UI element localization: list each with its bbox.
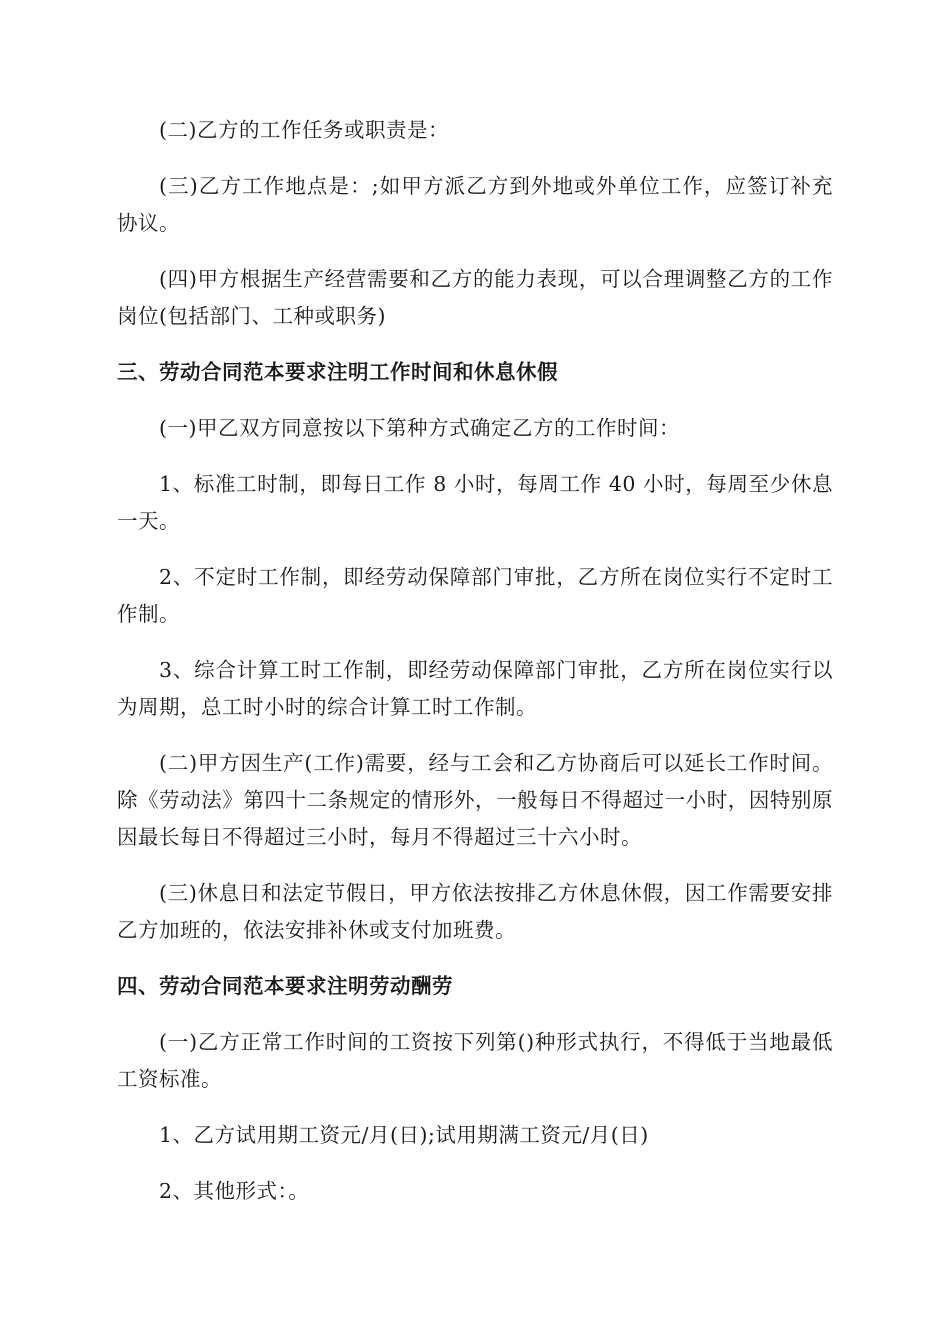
section-heading-remuneration: 四、劳动合同范本要求注明劳动酬劳: [117, 974, 453, 998]
section-heading-work-hours: 三、劳动合同范本要求注明工作时间和休息休假: [117, 360, 558, 384]
paragraph-work-location: (三)乙方工作地点是：;如甲方派乙方到外地或外单位工作，应签订补充协议。: [117, 174, 833, 235]
paragraph-flexible-hours: 2、不定时工作制，即经劳动保障部门审批，乙方所在岗位实行不定时工作制。: [117, 565, 833, 626]
paragraph-holidays: (三)休息日和法定节假日，甲方依法按排乙方休息休假，因工作需要安排乙方加班的，依法安排补休或支付加班费。: [117, 881, 833, 942]
paragraph-overtime: (二)甲方因生产(工作)需要，经与工会和乙方协商后可以延长工作时间。除《劳动法》第四十二条规定的情形外，一般每日不得超过一小时，因特别原因最长每日不得超过三小时，每月不得超过三十六小时。: [117, 751, 833, 849]
paragraph-other-form: 2、其他形式：。: [159, 1179, 310, 1203]
paragraph-comprehensive-hours: 3、综合计算工时工作制，即经劳动保障部门审批，乙方所在岗位实行以为周期，总工时小时的综合计算工时工作制。: [117, 658, 833, 719]
paragraph-work-hours-method: (一)甲乙双方同意按以下第种方式确定乙方的工作时间：: [159, 416, 680, 440]
paragraph-wage-form: (一)乙方正常工作时间的工资按下列第()种形式执行，不得低于当地最低工资标准。: [117, 1030, 833, 1091]
document-body: [117, 112, 833, 1229]
paragraph-standard-hours: 1、标准工时制，即每日工作 8 小时，每周工作 40 小时，每周至少休息一天。: [117, 472, 833, 533]
paragraph-work-duties: (二)乙方的工作任务或职责是：: [159, 118, 449, 142]
paragraph-position-adjustment: (四)甲方根据生产经营需要和乙方的能力表现，可以合理调整乙方的工作岗位(包括部门、工种或职务): [117, 267, 833, 328]
paragraph-probation-wage: 1、乙方试用期工资元/月(日);试用期满工资元/月(日): [159, 1123, 649, 1147]
